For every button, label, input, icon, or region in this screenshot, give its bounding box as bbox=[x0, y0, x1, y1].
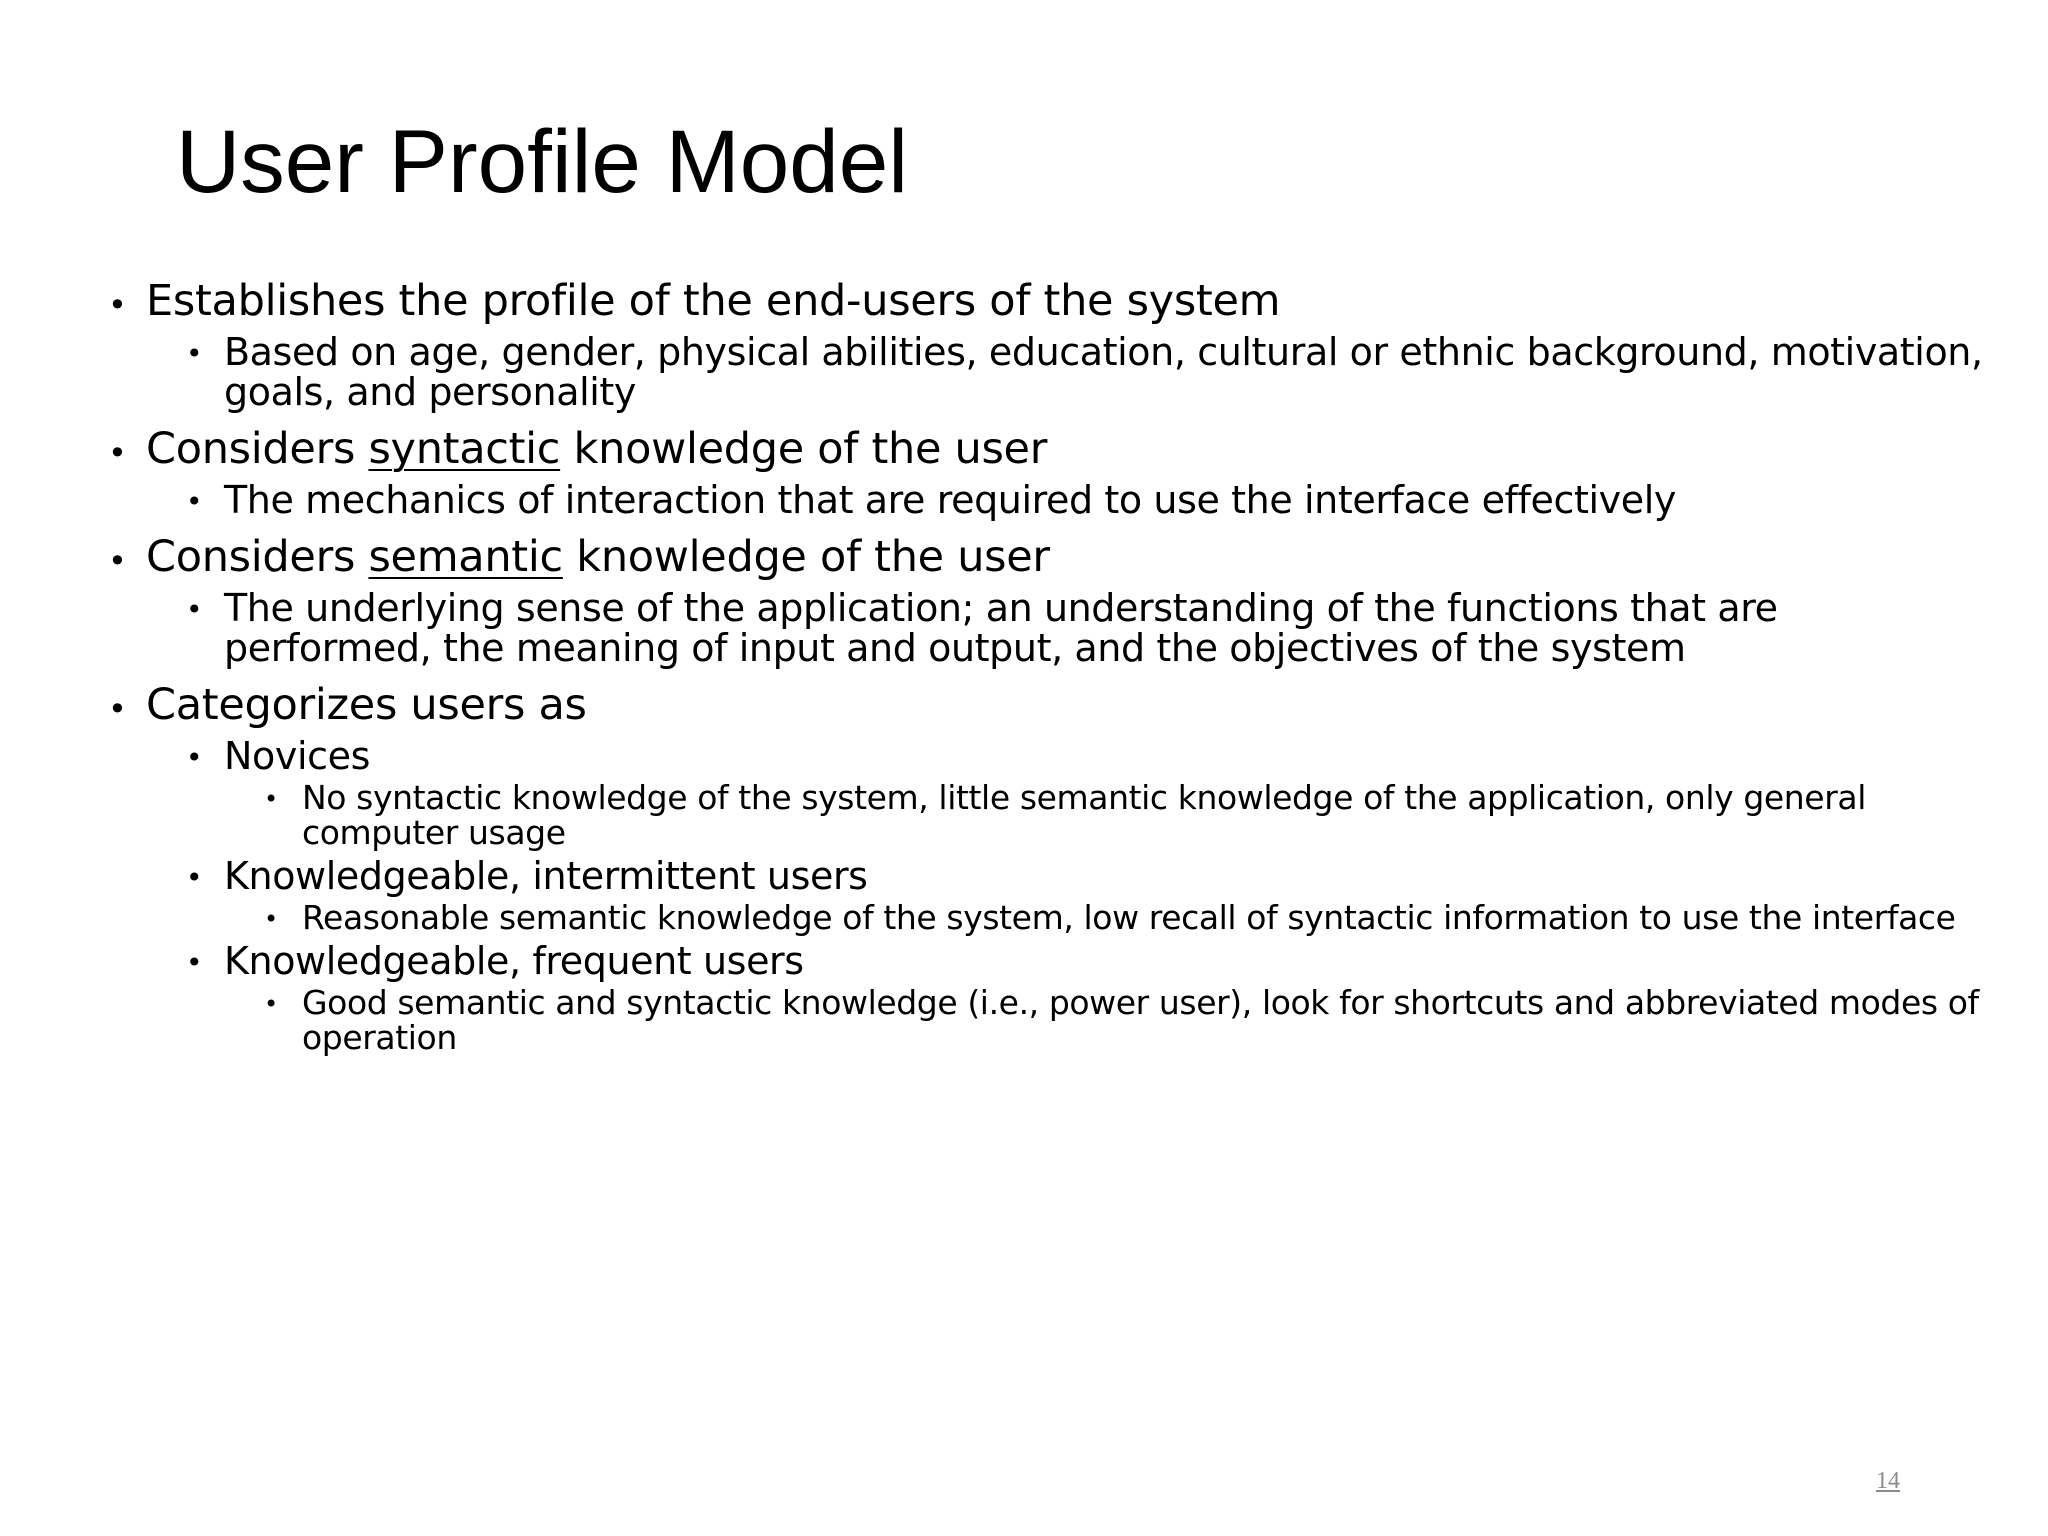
underlined-term: syntactic bbox=[368, 424, 561, 474]
sub-bullet-item bbox=[184, 480, 1986, 520]
sub-bullet-item bbox=[184, 588, 1986, 668]
sub-bullet-text: Knowledgeable, intermittent users bbox=[224, 854, 868, 898]
bullet-icon: • bbox=[108, 690, 127, 728]
bullet-text: Establishes the profile of the end-users of the system bbox=[146, 276, 1281, 326]
bullet-icon: • bbox=[186, 741, 203, 774]
bullet-icon: • bbox=[186, 946, 203, 979]
sub-sub-bullet-text: Reasonable semantic knowledge of the system, low recall of syntactic information to use the interface bbox=[302, 898, 1956, 937]
bullet-icon: • bbox=[264, 990, 278, 1018]
sub-sub-bullet-text: No syntactic knowledge of the system, little semantic knowledge of the application, only general computer usage bbox=[302, 778, 1866, 852]
slide-title: User Profile Model bbox=[176, 111, 909, 211]
bullet-item bbox=[106, 532, 1986, 582]
sub-bullet-text: Knowledgeable, frequent users bbox=[224, 939, 804, 983]
bullet-icon: • bbox=[186, 861, 203, 894]
bullet-icon: • bbox=[186, 593, 203, 626]
bullet-icon: • bbox=[186, 485, 203, 518]
sub-sub-bullet-item bbox=[262, 780, 1986, 850]
sub-bullet-text: Novices bbox=[224, 734, 370, 778]
sub-bullet-text: Based on age, gender, physical abilities, education, cultural or ethnic background, motivation, goals, and personality bbox=[224, 330, 1983, 414]
bullet-text-prefix: Considers bbox=[146, 424, 369, 474]
bullet-icon: • bbox=[264, 785, 278, 813]
sub-bullet-text: The mechanics of interaction that are required to use the interface effectively bbox=[224, 478, 1676, 522]
bullet-icon: • bbox=[108, 542, 127, 580]
sub-bullet-item bbox=[184, 736, 1986, 776]
bullet-icon: • bbox=[108, 286, 127, 324]
bullet-item bbox=[106, 424, 1986, 474]
underlined-term: semantic bbox=[368, 532, 563, 582]
bullet-icon: • bbox=[264, 905, 278, 933]
bullet-item bbox=[106, 276, 1986, 326]
bullet-icon: • bbox=[108, 434, 127, 472]
bullet-text-prefix: Considers bbox=[146, 532, 369, 582]
sub-sub-bullet-item bbox=[262, 985, 1986, 1055]
page-number: 14 bbox=[1876, 1468, 1900, 1494]
sub-bullet-item bbox=[184, 856, 1986, 896]
sub-sub-bullet-text: Good semantic and syntactic knowledge (i.e., power user), look for shortcuts and abbreviated modes of operation bbox=[302, 983, 1979, 1057]
bullet-list bbox=[106, 276, 1986, 1055]
bullet-text: Categorizes users as bbox=[146, 680, 587, 730]
bullet-item bbox=[106, 680, 1986, 730]
sub-bullet-text: The underlying sense of the application; an understanding of the functions that are performed, the meaning of input and output, and the objectives of the system bbox=[224, 586, 1778, 670]
sub-sub-bullet-item bbox=[262, 900, 1986, 935]
bullet-text-suffix: knowledge of the user bbox=[562, 532, 1050, 582]
bullet-text-suffix: knowledge of the user bbox=[560, 424, 1048, 474]
bullet-icon: • bbox=[186, 337, 203, 370]
sub-bullet-item bbox=[184, 941, 1986, 981]
sub-bullet-item bbox=[184, 332, 1986, 412]
